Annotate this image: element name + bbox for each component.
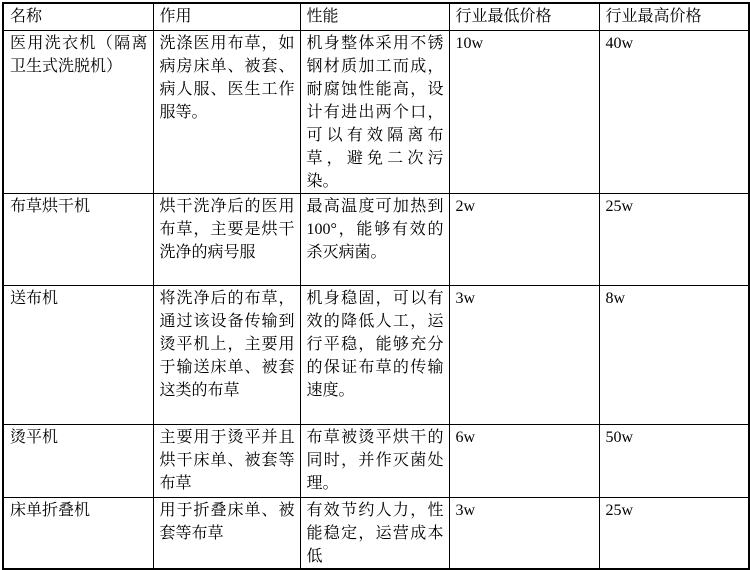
table-row	[3, 31, 749, 194]
header-function: 作用	[153, 3, 300, 31]
cell-performance: 布草被烫平烘干的同时，并作灭菌处理。	[300, 425, 449, 498]
cell-performance: 机身稳固，可以有效的降低人工，运行平稳，能够充分的保证布草的传输速度。	[300, 286, 449, 425]
cell-max-price: 8w	[599, 286, 749, 425]
cell-performance: 机身整体采用不锈钢材质加工而成，耐腐蚀性能高，设计有进出两个口，可以有效隔离布草，避免二次污染。	[300, 31, 449, 194]
cell-performance: 有效节约人力，性能稳定，运营成本低	[300, 498, 449, 570]
table-row	[3, 425, 749, 498]
cell-max-price: 25w	[599, 194, 749, 286]
header-min-price: 行业最低价格	[449, 3, 599, 31]
cell-min-price: 10w	[449, 31, 599, 194]
cell-max-price: 40w	[599, 31, 749, 194]
cell-function: 用于折叠床单、被套等布草	[153, 498, 300, 570]
table-row	[3, 498, 749, 570]
cell-name: 布草烘干机	[3, 194, 153, 286]
cell-name: 床单折叠机	[3, 498, 153, 570]
cell-function: 将洗净后的布草，通过该设备传输到烫平机上，主要用于输送床单、被套这类的布草	[153, 286, 300, 425]
cell-function: 主要用于烫平并且烘干床单、被套等布草	[153, 425, 300, 498]
header-max-price: 行业最高价格	[599, 3, 749, 31]
cell-min-price: 3w	[449, 286, 599, 425]
header-name: 名称	[3, 3, 153, 31]
table-row	[3, 194, 749, 286]
table-header-row	[3, 3, 749, 31]
cell-min-price: 3w	[449, 498, 599, 570]
cell-name: 医用洗衣机（隔离卫生式洗脱机）	[3, 31, 153, 194]
cell-function: 烘干洗净后的医用布草，主要是烘干洗净的病号服	[153, 194, 300, 286]
cell-max-price: 25w	[599, 498, 749, 570]
equipment-table	[2, 2, 750, 570]
cell-performance: 最高温度可加热到 100°，能够有效的杀灭病菌。	[300, 194, 449, 286]
header-performance: 性能	[300, 3, 449, 31]
cell-name: 送布机	[3, 286, 153, 425]
cell-function: 洗涤医用布草，如病房床单、被套、病人服、医生工作服等。	[153, 31, 300, 194]
cell-min-price: 2w	[449, 194, 599, 286]
cell-name: 烫平机	[3, 425, 153, 498]
cell-min-price: 6w	[449, 425, 599, 498]
cell-max-price: 50w	[599, 425, 749, 498]
table-row	[3, 286, 749, 425]
